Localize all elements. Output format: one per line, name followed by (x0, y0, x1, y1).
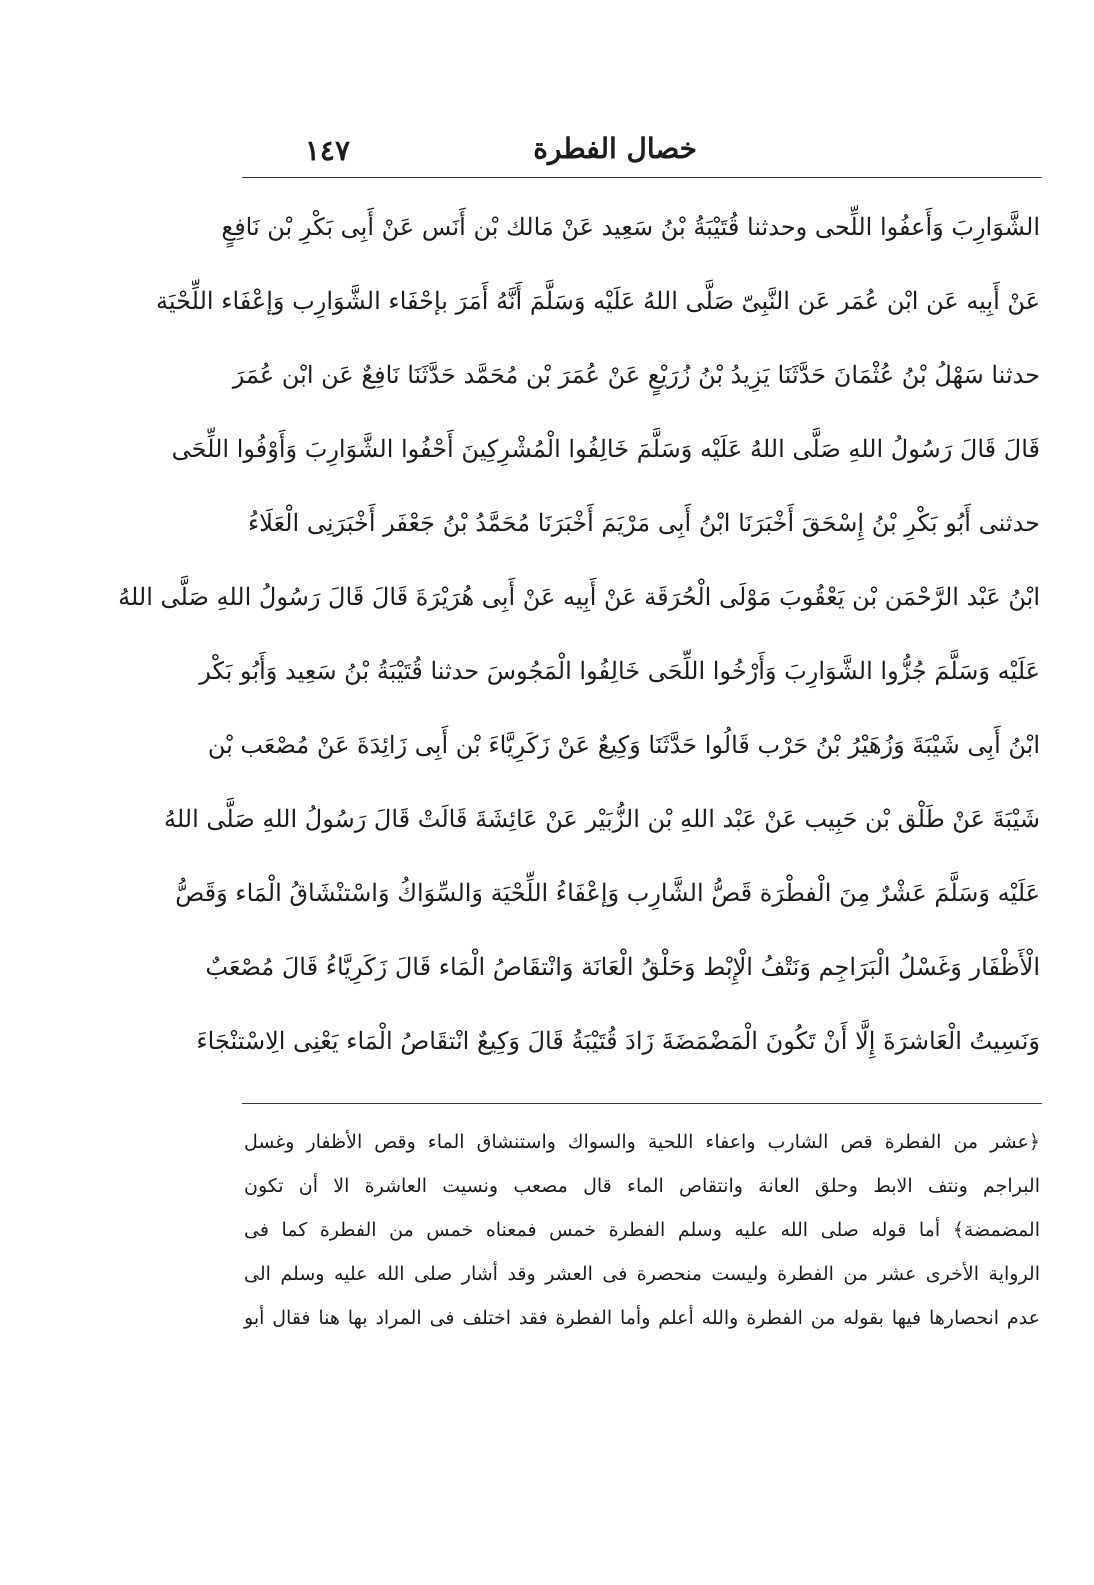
text-line: شَيْبَةَ عَنْ طَلْق بْن حَبِيب عَنْ عَبْد اللهِ بْن الزُّبَيْر عَنْ عَائِشَةَ قَالَتْ قَالَ رَسُولُ اللهِ صَلَّى اللهُ (163, 805, 1040, 833)
text-line: عَلَيْه وَسَلَّمَ جُزُّوا الشَّوَارِبَ وَأَرْخُوا اللِّحَى خَالِفُوا الْمَجُوسَ حدثنا قُتَيْبَةُ بْنُ سَعِيد وَأَبُو بَكْر (199, 657, 1040, 685)
page-header (242, 126, 1042, 176)
hadith-text (118, 190, 1040, 1078)
text-line: قَالَ قَالَ رَسُولُ اللهِ صَلَّى اللهُ عَلَيْه وَسَلَّمَ خَالِفُوا الْمُشْرِكِينَ أَحْفُوا الشَّوَارِبَ وَأَوْفُوا اللِّحَى (171, 435, 1040, 463)
commentary-line: الرواية الأخرى عشر من الفطرة وليست منحصرة فى العشر وقد أشار صلى الله عليه وسلم الى (244, 1263, 1040, 1285)
commentary-line: المضمضة﴾ أما قوله صلى الله عليه وسلم الفطرة خمس فمعناه خمس من الفطرة كما فى (244, 1219, 1040, 1241)
commentary-line: البراجم ونتف الابط وحلق العانة وانتقاص الماء قال مصعب ونسيت العاشرة الا أن تكون (244, 1175, 1040, 1197)
text-line: حدثنى أَبُو بَكْرِ بْنُ إِسْحَقَ أَخْبَرَنَا ابْنُ أَبِى مَرْيَمَ أَخْبَرَنَا مُحَمَّدُ بْنُ جَعْفَر أَخْبَرَنِى الْعَلَاءُ (248, 509, 1040, 537)
commentary-line: ﴿عشر من الفطرة قص الشارب واعفاء اللحية والسواك واستنشاق الماء وقص الأظفار وغسل (244, 1131, 1040, 1153)
page-number: ١٤٧ (304, 134, 350, 167)
text-line: حدثنا سَهْلُ بْنُ عُثْمَانَ حَدَّثَنَا يَزِيدُ بْنُ زُرَيْعٍ عَنْ عُمَرَ بْن مُحَمَّد حَدَّثَنَا نَافِعٌ عَن ابْن عُمَرَ (232, 361, 1040, 389)
text-line: عَلَيْه وَسَلَّمَ عَشْرٌ مِنَ الْفطْرَة قَصُّ الشَّارِب وَإعْفَاءُ اللِّحْيَة وَالسِّوَاكُ وَاسْتنْشَاقُ الْمَاء وَقَصُّ (175, 879, 1040, 907)
commentary-text (244, 1120, 1040, 1340)
header-rule (242, 177, 1042, 178)
text-line: الْأَظْفَار وَغَسْلُ الْبَرَاجِم وَنَتْفُ الْإِبْط وَحَلْقُ الْعَانَة وَانْتقَاصُ الْمَاء قَالَ زَكَرِيَّاءُ قَالَ مُصْعَبٌ (205, 953, 1040, 981)
text-line: ابْنُ أَبِى شَيْبَةَ وَزُهَيْرُ بْنُ حَرْب قَالُوا حَدَّثَنَا وَكِيعٌ عَنْ زَكَرِيَّاءَ بْن أَبِى زَائِدَةَ عَنْ مُصْعَب بْن (207, 731, 1040, 759)
text-line: عَنْ أَبِيه عَن ابْن عُمَر عَن النَّبِىّ صَلَّى اللهُ عَلَيْه وَسَلَّمَ أَنَّهُ أَمَرَ بإحْفَاء الشَّوَارِب وَإعْفَاء اللِّحْيَة (156, 287, 1040, 315)
running-title: خصال الفطرة (533, 132, 697, 165)
commentary-line: عدم انحصارها فيها بقوله من الفطرة والله أعلم وأما الفطرة فقد اختلف فى المراد بها هنا فقال أبو (244, 1307, 1040, 1329)
text-line: ابْنُ عَبْد الرَّحْمَن بْن يَعْقُوبَ مَوْلَى الْحُرَقَة عَنْ أَبِيه عَنْ أَبِى هُرَيْرَةَ قَالَ قَالَ رَسُولُ اللهِ صَلَّى اللهُ (118, 583, 1040, 611)
commentary-rule (242, 1103, 1042, 1104)
text-line: وَنَسِيتُ الْعَاشرَةَ إِلَّا أَنْ تَكُونَ الْمَضْمَضَةَ زَادَ قُتَيْبَةُ قَالَ وَكِيعٌ انْتقَاصُ الْمَاء يَعْنِى الِاسْتنْجَاءَ (196, 1027, 1040, 1055)
text-line: الشَّوَارِبَ وَأَعفُوا اللِّحى وحدثنا قُتَيْبَةُ بْنُ سَعِيد عَنْ مَالك بْن أَنَس عَنْ أَبِى بَكْرِ بْن نَافِعٍ (221, 213, 1040, 241)
